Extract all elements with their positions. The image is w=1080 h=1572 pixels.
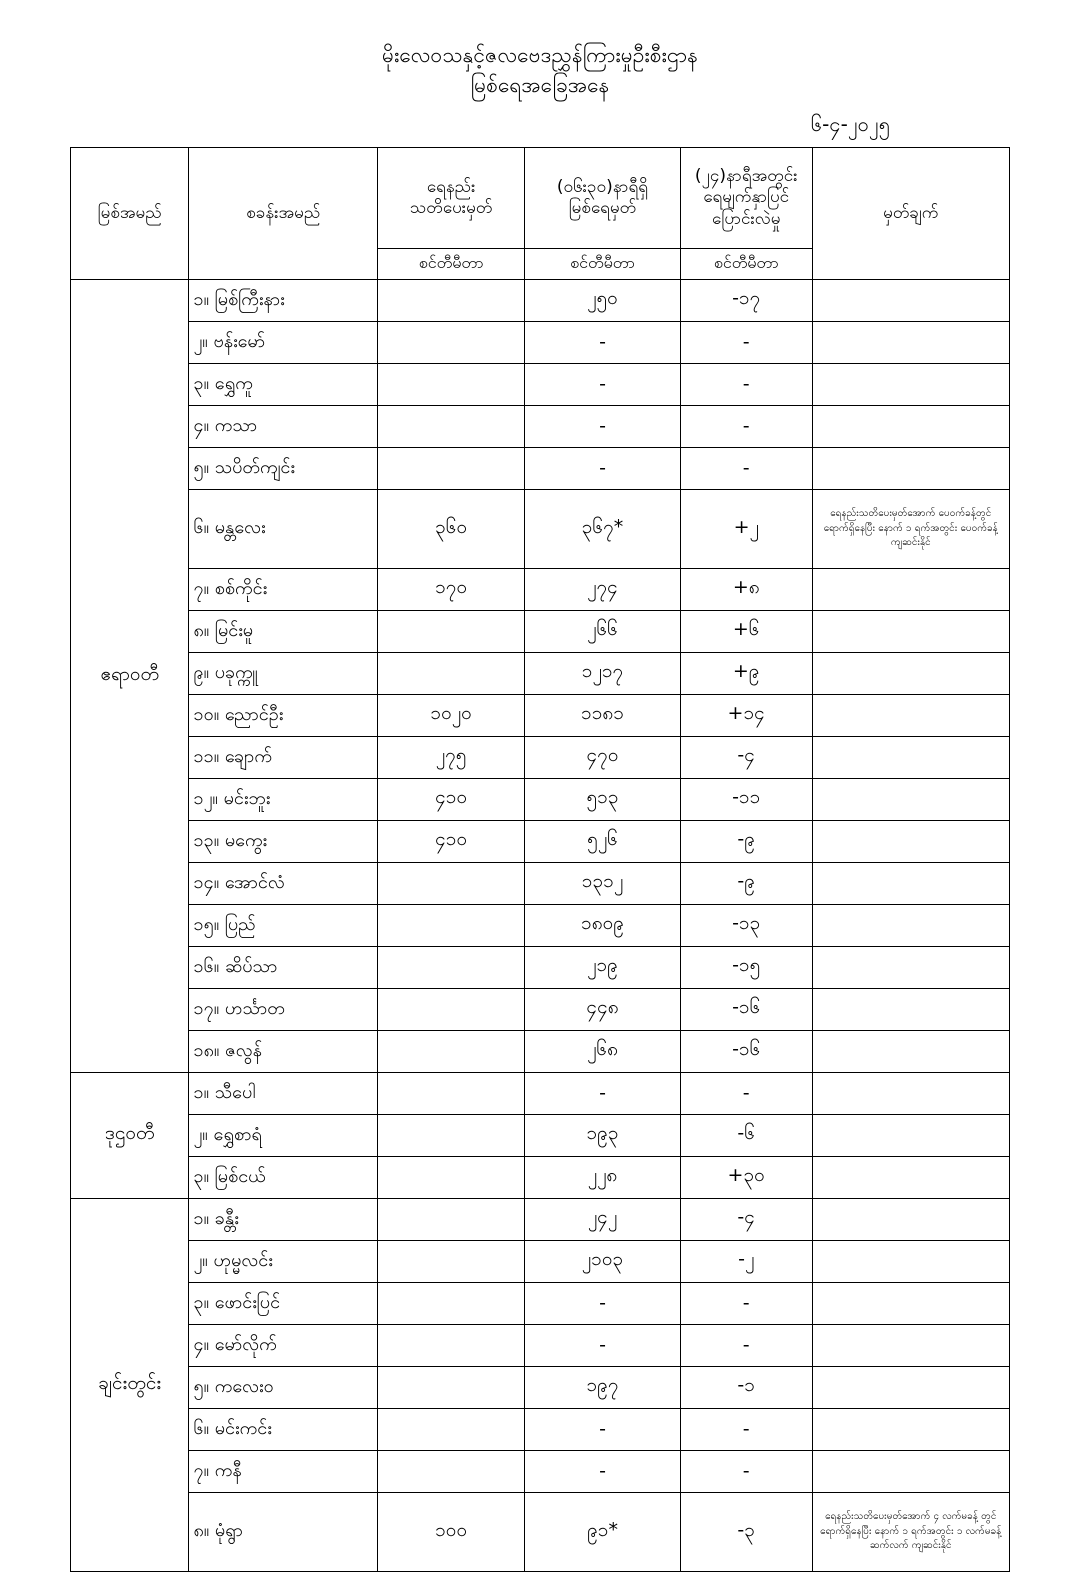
station-name-cell: ၁၈။ ဇလွန်	[189, 1030, 378, 1072]
table-row	[71, 862, 1010, 904]
water-level-change-cell: -	[680, 363, 812, 405]
remark-cell	[812, 1114, 1009, 1156]
danger-level-cell: ၃၆၀	[378, 489, 525, 568]
station-name-cell: ၁၂။ မင်းဘူး	[189, 778, 378, 820]
document-header	[70, 40, 1010, 101]
station-name-cell: ၈။ မုံရွာ	[189, 1492, 378, 1571]
station-name-cell: ၃။ ရွှေကူ	[189, 363, 378, 405]
remark-cell	[812, 1240, 1009, 1282]
observed-level-cell: -	[525, 1282, 681, 1324]
remark-cell	[812, 1030, 1009, 1072]
observed-level-cell: ၁၁၈၁	[525, 694, 681, 736]
danger-level-cell	[378, 447, 525, 489]
observed-level-cell: -	[525, 1450, 681, 1492]
water-level-change-cell: -၂	[680, 1240, 812, 1282]
table-row	[71, 1030, 1010, 1072]
table-row	[71, 694, 1010, 736]
station-name-cell: ၈။ မြင်းမူ	[189, 610, 378, 652]
header-remark: မှတ်ချက်	[812, 147, 1009, 279]
table-row	[71, 568, 1010, 610]
observed-level-cell: ၄၄၈	[525, 988, 681, 1030]
danger-level-cell	[378, 904, 525, 946]
station-name-cell: ၆။ မန္တလေး	[189, 489, 378, 568]
remark-cell	[812, 405, 1009, 447]
danger-level-cell	[378, 1450, 525, 1492]
water-level-change-cell: -၁၃	[680, 904, 812, 946]
table-header-row	[71, 147, 1010, 248]
danger-level-cell	[378, 1282, 525, 1324]
table-row	[71, 1408, 1010, 1450]
observed-level-cell: ၄၇၀	[525, 736, 681, 778]
water-level-change-cell: -၁၅	[680, 946, 812, 988]
station-name-cell: ၇။ ကနီ	[189, 1450, 378, 1492]
remark-cell	[812, 1408, 1009, 1450]
danger-level-cell	[378, 1324, 525, 1366]
observed-level-cell: ၂၆၆	[525, 610, 681, 652]
header-river: မြစ်အမည်	[71, 147, 189, 279]
water-level-change-cell: +၈	[680, 568, 812, 610]
remark-cell	[812, 568, 1009, 610]
station-name-cell: ၁။ မြစ်ကြီးနား	[189, 279, 378, 321]
danger-level-cell	[378, 652, 525, 694]
table-row	[71, 652, 1010, 694]
remark-cell	[812, 1282, 1009, 1324]
danger-level-cell	[378, 279, 525, 321]
river-name-cell: ချင်းတွင်း	[71, 1198, 189, 1571]
station-name-cell: ၂။ ဗန်းမော်	[189, 321, 378, 363]
remark-cell	[812, 946, 1009, 988]
danger-level-cell	[378, 1030, 525, 1072]
observed-level-cell: -	[525, 1072, 681, 1114]
department-title: မိုးလေဝသနှင့်ဇလဗေဒညွှန်ကြားမှုဦးစီးဌာန	[381, 43, 699, 67]
header-danger-level: ရေနည်း သတိပေးမှတ်	[378, 147, 525, 248]
water-level-change-cell: +၉	[680, 652, 812, 694]
water-level-change-cell: -	[680, 1324, 812, 1366]
water-level-change-cell: -	[680, 405, 812, 447]
station-name-cell: ၁။ ခန္တီး	[189, 1198, 378, 1240]
station-name-cell: ၁။ သီပေါ	[189, 1072, 378, 1114]
report-title: မြစ်ရေအခြေအနေ	[470, 73, 610, 98]
table-body	[71, 279, 1010, 1571]
water-level-change-cell: -	[680, 1282, 812, 1324]
station-name-cell: ၄။ ကသာ	[189, 405, 378, 447]
station-name-cell: ၁၀။ ညောင်ဦး	[189, 694, 378, 736]
table-row	[71, 363, 1010, 405]
table-row	[71, 1366, 1010, 1408]
danger-level-cell	[378, 405, 525, 447]
station-name-cell: ၃။ မြစ်ငယ်	[189, 1156, 378, 1198]
remark-cell	[812, 736, 1009, 778]
station-name-cell: ၁၄။ အောင်လံ	[189, 862, 378, 904]
station-name-cell: ၉။ ပခုက္ကူ	[189, 652, 378, 694]
river-water-level-table	[70, 147, 1010, 1572]
station-name-cell: ၂။ ရွှေစာရံ	[189, 1114, 378, 1156]
observed-level-cell: -	[525, 1408, 681, 1450]
remark-cell	[812, 652, 1009, 694]
table-row	[71, 1492, 1010, 1571]
remark-cell	[812, 321, 1009, 363]
remark-cell	[812, 1072, 1009, 1114]
station-name-cell: ၁၃။ မကွေး	[189, 820, 378, 862]
remark-cell	[812, 279, 1009, 321]
observed-level-cell: ၁၃၁၂	[525, 862, 681, 904]
observed-level-cell: -	[525, 447, 681, 489]
danger-level-cell	[378, 1408, 525, 1450]
danger-level-cell	[378, 1198, 525, 1240]
observed-level-cell: ၅၂၆	[525, 820, 681, 862]
observed-level-cell: ၁၈၀၉	[525, 904, 681, 946]
water-level-change-cell: +၂	[680, 489, 812, 568]
remark-cell	[812, 778, 1009, 820]
observed-level-cell: -	[525, 405, 681, 447]
unit-observed-level: စင်တီမီတာ	[525, 248, 681, 279]
water-level-change-cell: -၁၆	[680, 988, 812, 1030]
observed-level-cell: ၂၁၀၃	[525, 1240, 681, 1282]
danger-level-cell	[378, 1156, 525, 1198]
station-name-cell: ၃။ ဖောင်းပြင်	[189, 1282, 378, 1324]
remark-cell	[812, 904, 1009, 946]
unit-danger-level: စင်တီမီတာ	[378, 248, 525, 279]
observed-level-cell: ၂၄၂	[525, 1198, 681, 1240]
observed-level-cell: ၂၆၈	[525, 1030, 681, 1072]
remark-cell	[812, 1324, 1009, 1366]
station-name-cell: ၅။ ကလေးဝ	[189, 1366, 378, 1408]
danger-level-cell: ၁၇၀	[378, 568, 525, 610]
table-row	[71, 778, 1010, 820]
table-row	[71, 1324, 1010, 1366]
observed-level-cell: ၁၉၃	[525, 1114, 681, 1156]
remark-cell	[812, 447, 1009, 489]
header-observed-level: (၀၆း၃၀)နာရီရှိ မြစ်ရေမှတ်	[525, 147, 681, 248]
station-name-cell: ၅။ သပိတ်ကျင်း	[189, 447, 378, 489]
observed-level-cell: ၃၆၇*	[525, 489, 681, 568]
water-level-change-cell: +၃၀	[680, 1156, 812, 1198]
table-row	[71, 1114, 1010, 1156]
remark-cell	[812, 1366, 1009, 1408]
table-row	[71, 1156, 1010, 1198]
remark-cell	[812, 1156, 1009, 1198]
water-level-change-cell: -	[680, 1450, 812, 1492]
water-level-change-cell: -၆	[680, 1114, 812, 1156]
header-station: စခန်းအမည်	[189, 147, 378, 279]
station-name-cell: ၁၁။ ချောက်	[189, 736, 378, 778]
observed-level-cell: ၂၁၉	[525, 946, 681, 988]
water-level-change-cell: -၁၁	[680, 778, 812, 820]
observed-level-cell: ၂၅၀	[525, 279, 681, 321]
water-level-change-cell: -၉	[680, 862, 812, 904]
danger-level-cell	[378, 946, 525, 988]
table-row	[71, 447, 1010, 489]
danger-level-cell	[378, 862, 525, 904]
remark-cell: ရေနည်းသတိပေးမှတ်အောက် ၄ လက်မခန့် တွင် ရောက်ရှိနေပြီး နောက် ၁ ရက်အတွင်း ၁ လက်မခန့် ဆက်လက် ကျဆင်းနိုင်	[812, 1492, 1009, 1571]
observed-level-cell: -	[525, 363, 681, 405]
observed-level-cell: -	[525, 1324, 681, 1366]
water-level-change-cell: -	[680, 447, 812, 489]
water-level-change-cell: +၆	[680, 610, 812, 652]
water-level-change-cell: -၉	[680, 820, 812, 862]
table-row	[71, 736, 1010, 778]
river-name-cell: ဧရာဝတီ	[71, 279, 189, 1072]
observed-level-cell: ၅၁၃	[525, 778, 681, 820]
station-name-cell: ၄။ မော်လိုက်	[189, 1324, 378, 1366]
water-level-change-cell: -	[680, 1072, 812, 1114]
remark-cell	[812, 820, 1009, 862]
water-level-change-cell: -၁	[680, 1366, 812, 1408]
observed-level-cell: ၂၂၈	[525, 1156, 681, 1198]
danger-level-cell	[378, 1114, 525, 1156]
water-level-change-cell: -၄	[680, 1198, 812, 1240]
observed-level-cell: ၉၁*	[525, 1492, 681, 1571]
danger-level-cell	[378, 321, 525, 363]
danger-level-cell: ၁၀၂၀	[378, 694, 525, 736]
remark-cell	[812, 988, 1009, 1030]
water-level-change-cell: -၃	[680, 1492, 812, 1571]
remark-cell	[812, 610, 1009, 652]
danger-level-cell: ၄၁၀	[378, 778, 525, 820]
remark-cell	[812, 694, 1009, 736]
table-row	[71, 610, 1010, 652]
remark-cell	[812, 363, 1009, 405]
station-name-cell: ၂။ ဟုမ္မလင်း	[189, 1240, 378, 1282]
danger-level-cell: ၄၁၀	[378, 820, 525, 862]
water-level-change-cell: -	[680, 1408, 812, 1450]
danger-level-cell	[378, 1366, 525, 1408]
table-row	[71, 279, 1010, 321]
danger-level-cell	[378, 363, 525, 405]
station-name-cell: ၇။ စစ်ကိုင်း	[189, 568, 378, 610]
table-row	[71, 405, 1010, 447]
table-row	[71, 946, 1010, 988]
station-name-cell: ၁၆။ ဆိပ်သာ	[189, 946, 378, 988]
table-row	[71, 904, 1010, 946]
table-row	[71, 1072, 1010, 1114]
remark-cell	[812, 1450, 1009, 1492]
table-row	[71, 820, 1010, 862]
station-name-cell: ၆။ မင်းကင်း	[189, 1408, 378, 1450]
table-row	[71, 1240, 1010, 1282]
table-row	[71, 1450, 1010, 1492]
remark-cell: ရေနည်းသတိပေးမှတ်အောက် ပေဝက်ခန့်တွင် ရောက်ရှိနေပြီး နောက် ၁ ရက်အတွင်း ပေဝက်ခန့် ကျဆင်းနိုင်	[812, 489, 1009, 568]
danger-level-cell	[378, 610, 525, 652]
table-row	[71, 988, 1010, 1030]
water-level-change-cell: -၁၇	[680, 279, 812, 321]
observed-level-cell: ၁၉၇	[525, 1366, 681, 1408]
table-row	[71, 489, 1010, 568]
remark-cell	[812, 1198, 1009, 1240]
station-name-cell: ၁၅။ ပြည်	[189, 904, 378, 946]
observed-level-cell: -	[525, 321, 681, 363]
report-date: ၆-၄-၂၀၂၅	[810, 111, 890, 136]
table-row	[71, 1198, 1010, 1240]
table-row	[71, 1282, 1010, 1324]
station-name-cell: ၁၇။ ဟင်္သာတ	[189, 988, 378, 1030]
water-level-change-cell: -	[680, 321, 812, 363]
remark-cell	[812, 862, 1009, 904]
water-level-change-cell: -၁၆	[680, 1030, 812, 1072]
table-row	[71, 321, 1010, 363]
observed-level-cell: ၂၇၄	[525, 568, 681, 610]
header-change: (၂၄)နာရီအတွင်း ရေမျက်နှာပြင် ပြောင်းလဲမှု	[680, 147, 812, 248]
danger-level-cell	[378, 1240, 525, 1282]
water-level-change-cell: +၁၄	[680, 694, 812, 736]
danger-level-cell: ၁၀၀	[378, 1492, 525, 1571]
danger-level-cell	[378, 1072, 525, 1114]
unit-change: စင်တီမီတာ	[680, 248, 812, 279]
danger-level-cell	[378, 988, 525, 1030]
observed-level-cell: ၁၂၁၇	[525, 652, 681, 694]
river-name-cell: ဒုဌဝတီ	[71, 1072, 189, 1198]
danger-level-cell: ၂၇၅	[378, 736, 525, 778]
water-level-change-cell: -၄	[680, 736, 812, 778]
